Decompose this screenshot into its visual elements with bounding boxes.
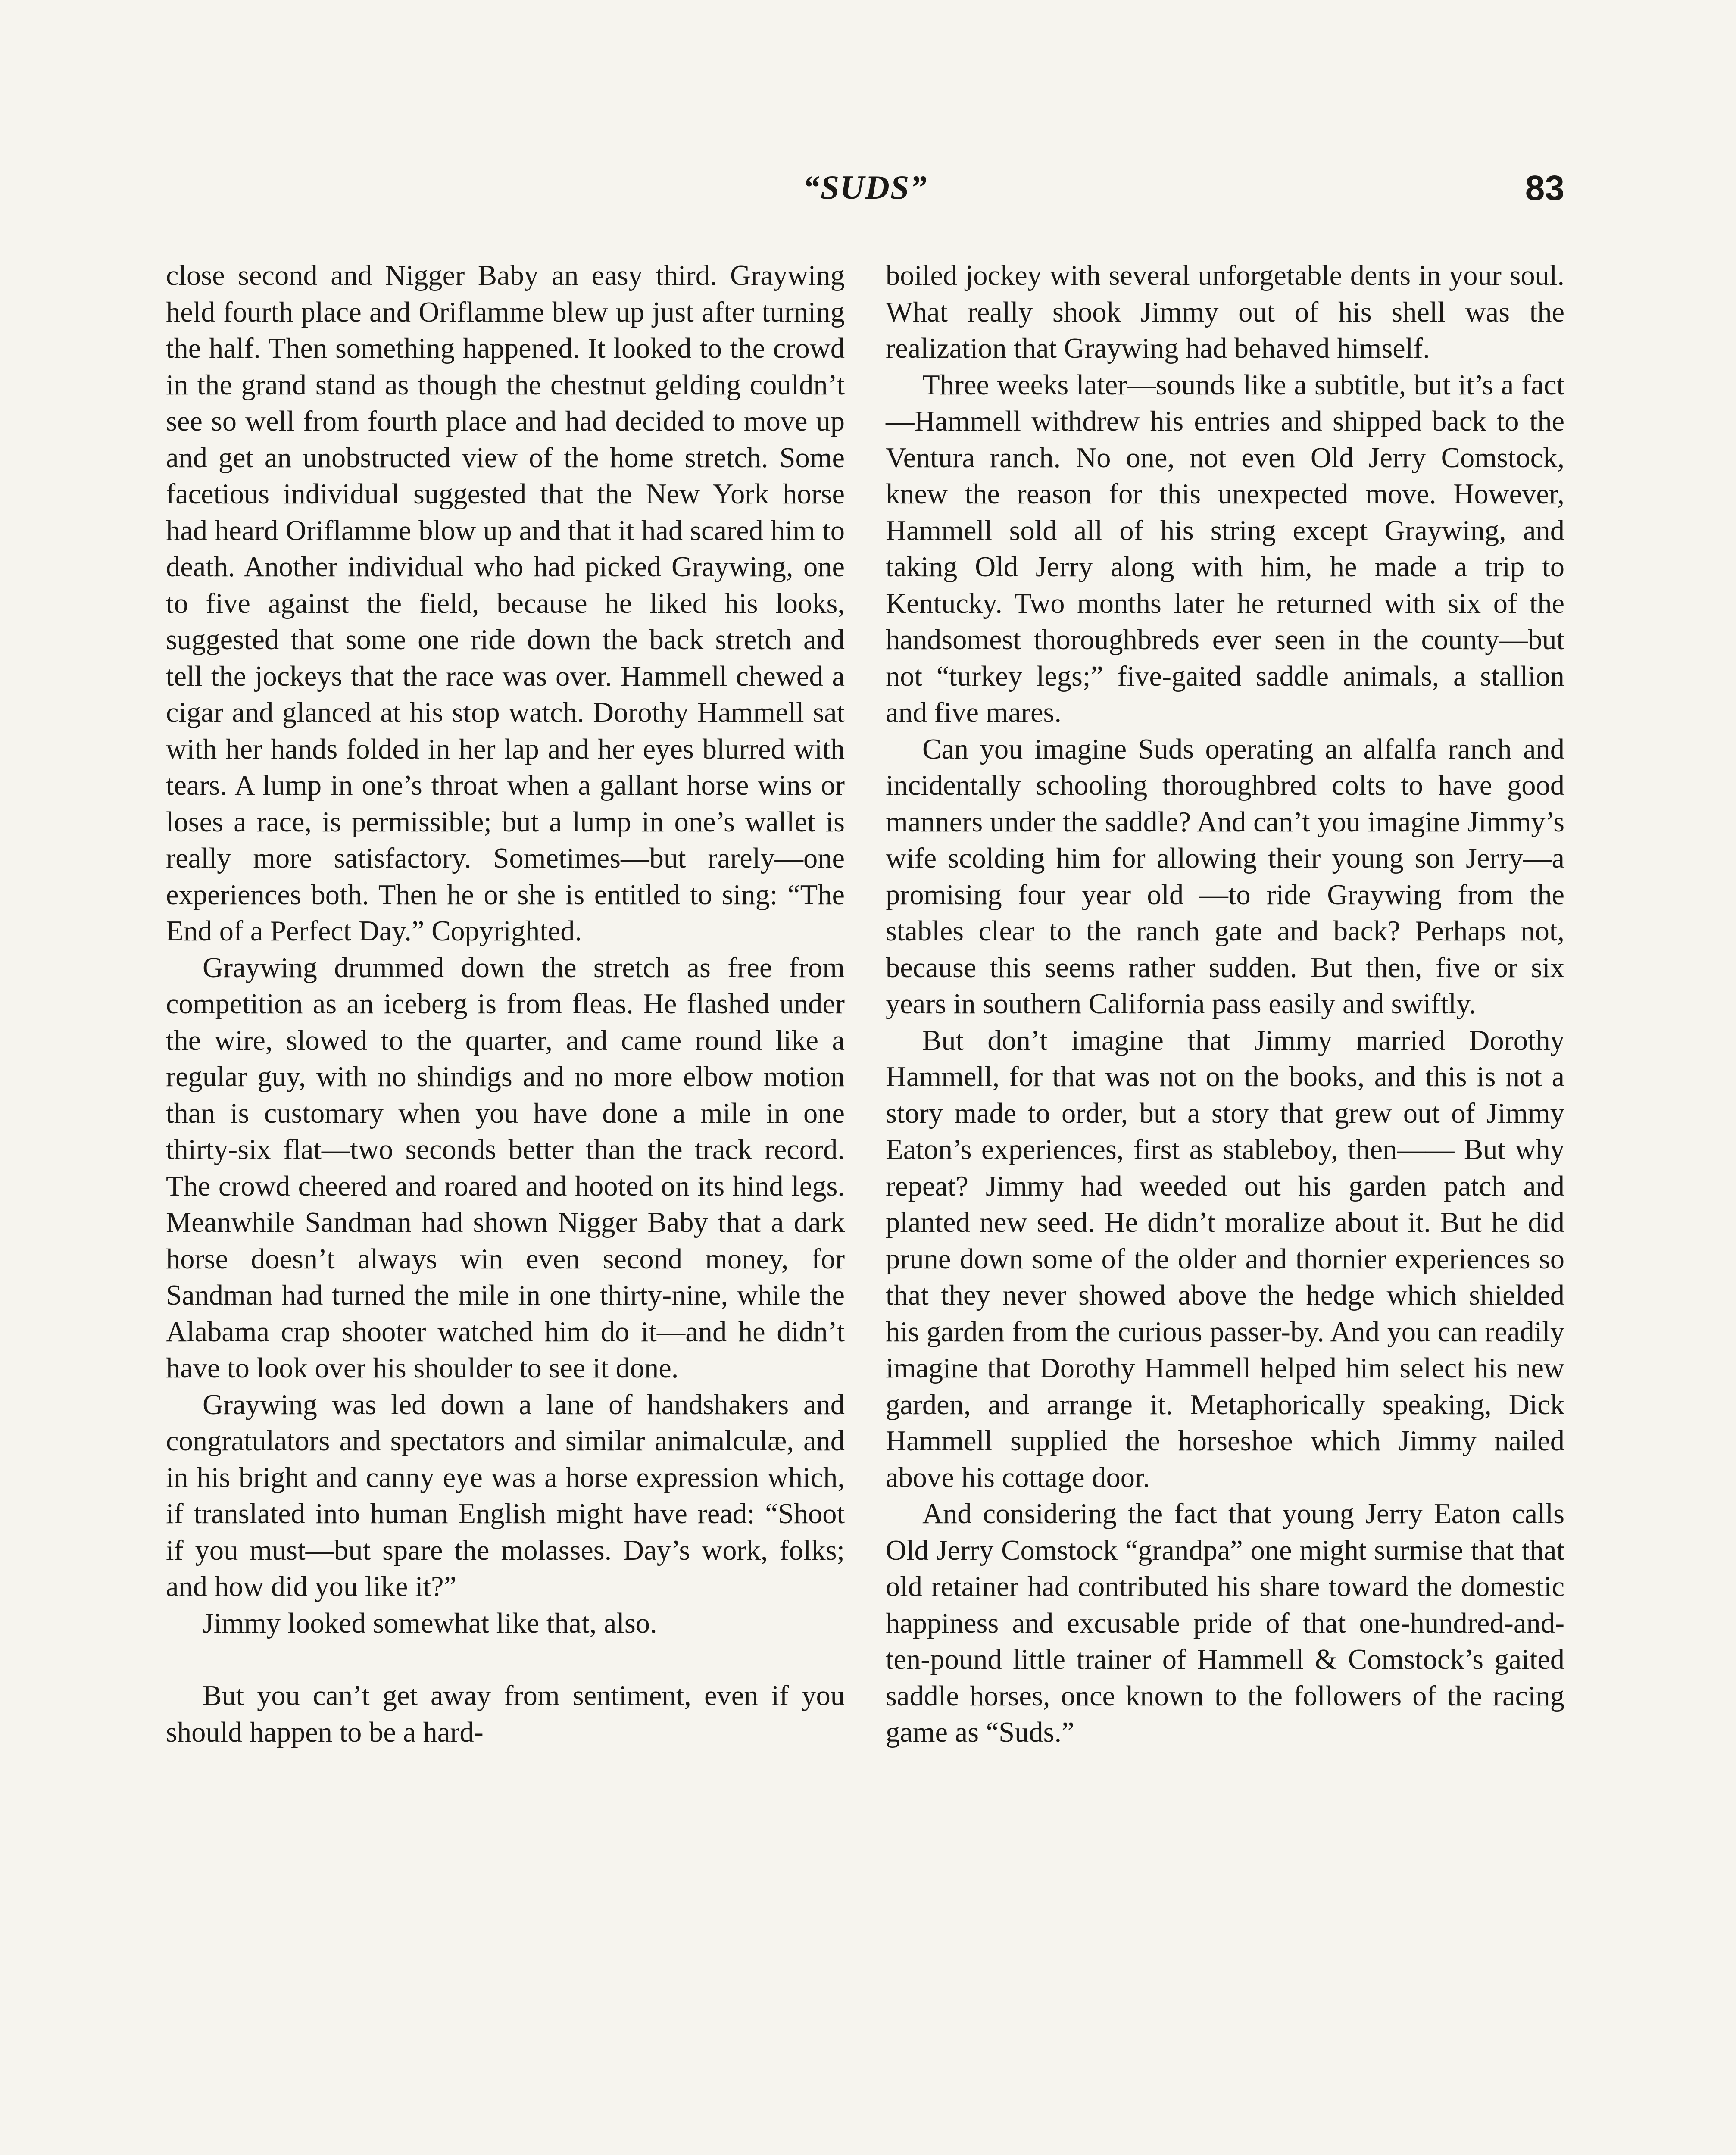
article-body xyxy=(166,258,1564,2155)
page-number: 83 xyxy=(1525,169,1564,208)
paragraph: Can you imagine Suds operating an alfalfa ranch and incidentally schooling thoroughbred colts to have good manners under the saddle? And can’t you imagine Jimmy’s wife scolding him for allowing their young son Jerry—a promising four year old —to ride Graywing from the stables clear to the ranch gate and back? Perhaps not, because this seems rather sudden. But then, five or six years in southern California pass easily and swiftly. xyxy=(886,733,1564,1020)
paragraph: And considering the fact that young Jerry Eaton calls Old Jerry Comstock “grandpa” one might surmise that that old retainer had contributed his share toward the domestic happiness and excusable pride of that one-hundred-and-ten-pound little trainer of Hammell & Comstock’s gaited saddle horses, once known to the followers of the racing game as “Suds.” xyxy=(886,1498,1564,1748)
paragraph: Jimmy looked somewhat like that, also. xyxy=(203,1607,657,1639)
paragraph: But you can’t get away from sentiment, even if you should happen to be a hard- xyxy=(166,1680,845,1748)
running-title: “SUDS” xyxy=(802,169,928,206)
page-header xyxy=(166,168,1564,220)
paragraph: Graywing drummed down the stretch as free from competition as an iceberg is from fleas. He flashed under the wire, slowed to the quarter, and came round like a regular guy, with no shindigs and no more elbow motion than is customary when you have done a mile in one thirty-six flat—two seconds better than the track record. The crowd cheered and roared and hooted on its hind legs. Meanwhile Sandman had shown Nigger Baby that a dark horse doesn’t always win even second money, for Sandman had turned the mile in one thirty-nine, while the Alabama crap shooter watched him do it—and he didn’t have to look over his shoulder to see it done. xyxy=(166,952,845,1384)
paragraph: boiled jockey with several unforgetable dents in your soul. What really shook Jimmy out of his shell was the realization that Graywing had behaved himself. xyxy=(886,260,1564,364)
paragraph: Graywing was led down a lane of handshakers and congratulators and spectators and similar animalculæ, and in his bright and canny eye was a horse expression which, if translated into human English might have read: “Shoot if you must—but spare the molasses. Day’s work, folks; and how did you like it?” xyxy=(166,1389,845,1602)
paragraph: But don’t imagine that Jimmy married Dorothy Hammell, for that was not on the books, and this is not a story made to order, but a story that grew out of Jimmy Eaton’s experiences, first as stableboy, then—— But why repeat? Jimmy had weeded out his garden patch and planted new seed. He didn’t moralize about it. But he did prune down some of the older and thornier experiences so that they never showed above the hedge which shielded his garden from the curious passer-by. And you can readily imagine that Dorothy Hammell helped him select his new garden, and arrange it. Metaphorically speaking, Dick Hammell supplied the horseshoe which Jimmy nailed above his cottage door. xyxy=(886,1024,1564,1493)
right-column xyxy=(886,258,1564,1751)
paragraph: Three weeks later—sounds like a subtitle, but it’s a fact—Hammell withdrew his entries and shipped back to the Ventura ranch. No one, not even Old Jerry Comstock, knew the reason for this unexpected move. However, Hammell sold all of his string except Graywing, and taking Old Jerry along with him, he made a trip to Kentucky. Two months later he returned with six of the handsomest thoroughbreds ever seen in the county—but not “turkey legs;” five-gaited saddle animals, a stallion and five mares. xyxy=(886,369,1564,728)
paragraph: close second and Nigger Baby an easy third. Graywing held fourth place and Oriflamme blew up just after turning the half. Then something happened. It looked to the crowd in the grand stand as though the chestnut gelding couldn’t see so well from fourth place and had decided to move up and get an unobstructed view of the home stretch. Some facetious individual suggested that the New York horse had heard Oriflamme blow up and that it had scared him to death. Another individual who had picked Graywing, one to five against the field, because he liked his looks, suggested that some one ride down the back stretch and tell the jockeys that the race was over. Hammell chewed a cigar and glanced at his stop watch. Dorothy Hammell sat with her hands folded in her lap and her eyes blurred with tears. A lump in one’s throat when a gallant horse wins or loses a race, is permissible; but a lump in one’s wallet is really more satisfactory. Sometimes—but rarely—one experiences both. Then he or she is entitled to sing: “The End of a Perfect Day.” Copyrighted. xyxy=(166,260,845,947)
left-column xyxy=(166,258,845,1751)
